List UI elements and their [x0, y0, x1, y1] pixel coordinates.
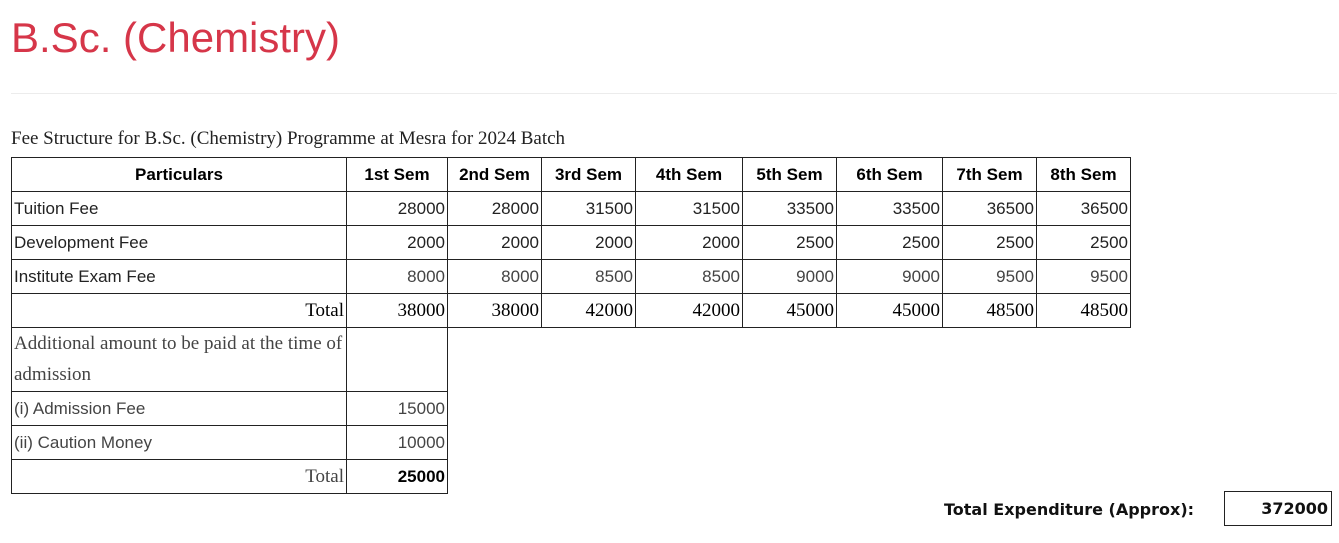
cell-value: 28000	[347, 192, 448, 226]
table-caption: Fee Structure for B.Sc. (Chemistry) Programme at Mesra for 2024 Batch	[11, 128, 566, 149]
divider	[11, 93, 1337, 94]
cell-value: 31500	[542, 192, 636, 226]
table-header-row	[12, 158, 1131, 192]
cell-value: 8000	[448, 260, 542, 294]
cell-value: 2000	[542, 226, 636, 260]
total-value: 45000	[743, 294, 837, 328]
row-label: Tuition Fee	[12, 192, 347, 226]
row-label: (ii) Caution Money	[12, 426, 347, 460]
table-row-additional-total	[12, 460, 448, 494]
cell-value: 2500	[943, 226, 1037, 260]
additional-heading: Additional amount to be paid at the time of admission	[12, 328, 347, 392]
total-value: 38000	[347, 294, 448, 328]
cell-value: 10000	[347, 426, 448, 460]
total-label: Total	[12, 294, 347, 328]
cell-value: 2000	[448, 226, 542, 260]
cell-value: 9500	[1037, 260, 1131, 294]
header-sem-7: 7th Sem	[943, 158, 1037, 192]
cell-value: 2000	[636, 226, 743, 260]
table-row-institute-exam-fee	[12, 260, 1131, 294]
cell-value: 33500	[743, 192, 837, 226]
header-sem-6: 6th Sem	[837, 158, 943, 192]
total-expenditure-value: 372000	[1224, 491, 1332, 526]
cell-value: 8500	[542, 260, 636, 294]
cell-value: 2500	[837, 226, 943, 260]
cell-value: 36500	[943, 192, 1037, 226]
total-value: 48500	[1037, 294, 1131, 328]
total-value: 45000	[837, 294, 943, 328]
header-sem-3: 3rd Sem	[542, 158, 636, 192]
table-row-total	[12, 294, 1131, 328]
table-row-caution-money	[12, 426, 448, 460]
table-row-admission-fee	[12, 392, 448, 426]
cell-value: 36500	[1037, 192, 1131, 226]
additional-heading-row	[12, 328, 448, 392]
cell-value: 9000	[837, 260, 943, 294]
page-title: B.Sc. (Chemistry)	[11, 14, 341, 61]
row-label: (i) Admission Fee	[12, 392, 347, 426]
header-sem-5: 5th Sem	[743, 158, 837, 192]
header-sem-2: 2nd Sem	[448, 158, 542, 192]
header-sem-4: 4th Sem	[636, 158, 743, 192]
total-value: 25000	[347, 460, 448, 494]
header-sem-8: 8th Sem	[1037, 158, 1131, 192]
cell-value: 15000	[347, 392, 448, 426]
total-expenditure-label: Total Expenditure (Approx):	[944, 500, 1195, 519]
cell-value: 28000	[448, 192, 542, 226]
cell-value: 31500	[636, 192, 743, 226]
cell-value: 2500	[1037, 226, 1131, 260]
total-value: 38000	[448, 294, 542, 328]
header-particulars: Particulars	[12, 158, 347, 192]
empty-cell	[347, 328, 448, 392]
additional-fee-table	[11, 327, 448, 494]
cell-value: 8500	[636, 260, 743, 294]
cell-value: 2500	[743, 226, 837, 260]
total-value: 42000	[542, 294, 636, 328]
cell-value: 9000	[743, 260, 837, 294]
total-value: 42000	[636, 294, 743, 328]
row-label: Development Fee	[12, 226, 347, 260]
row-label: Institute Exam Fee	[12, 260, 347, 294]
header-sem-1: 1st Sem	[347, 158, 448, 192]
cell-value: 2000	[347, 226, 448, 260]
cell-value: 9500	[943, 260, 1037, 294]
total-label: Total	[12, 460, 347, 494]
cell-value: 33500	[837, 192, 943, 226]
cell-value: 8000	[347, 260, 448, 294]
fee-structure-table	[11, 157, 1131, 328]
table-row-development-fee	[12, 226, 1131, 260]
table-row-tuition-fee	[12, 192, 1131, 226]
total-value: 48500	[943, 294, 1037, 328]
